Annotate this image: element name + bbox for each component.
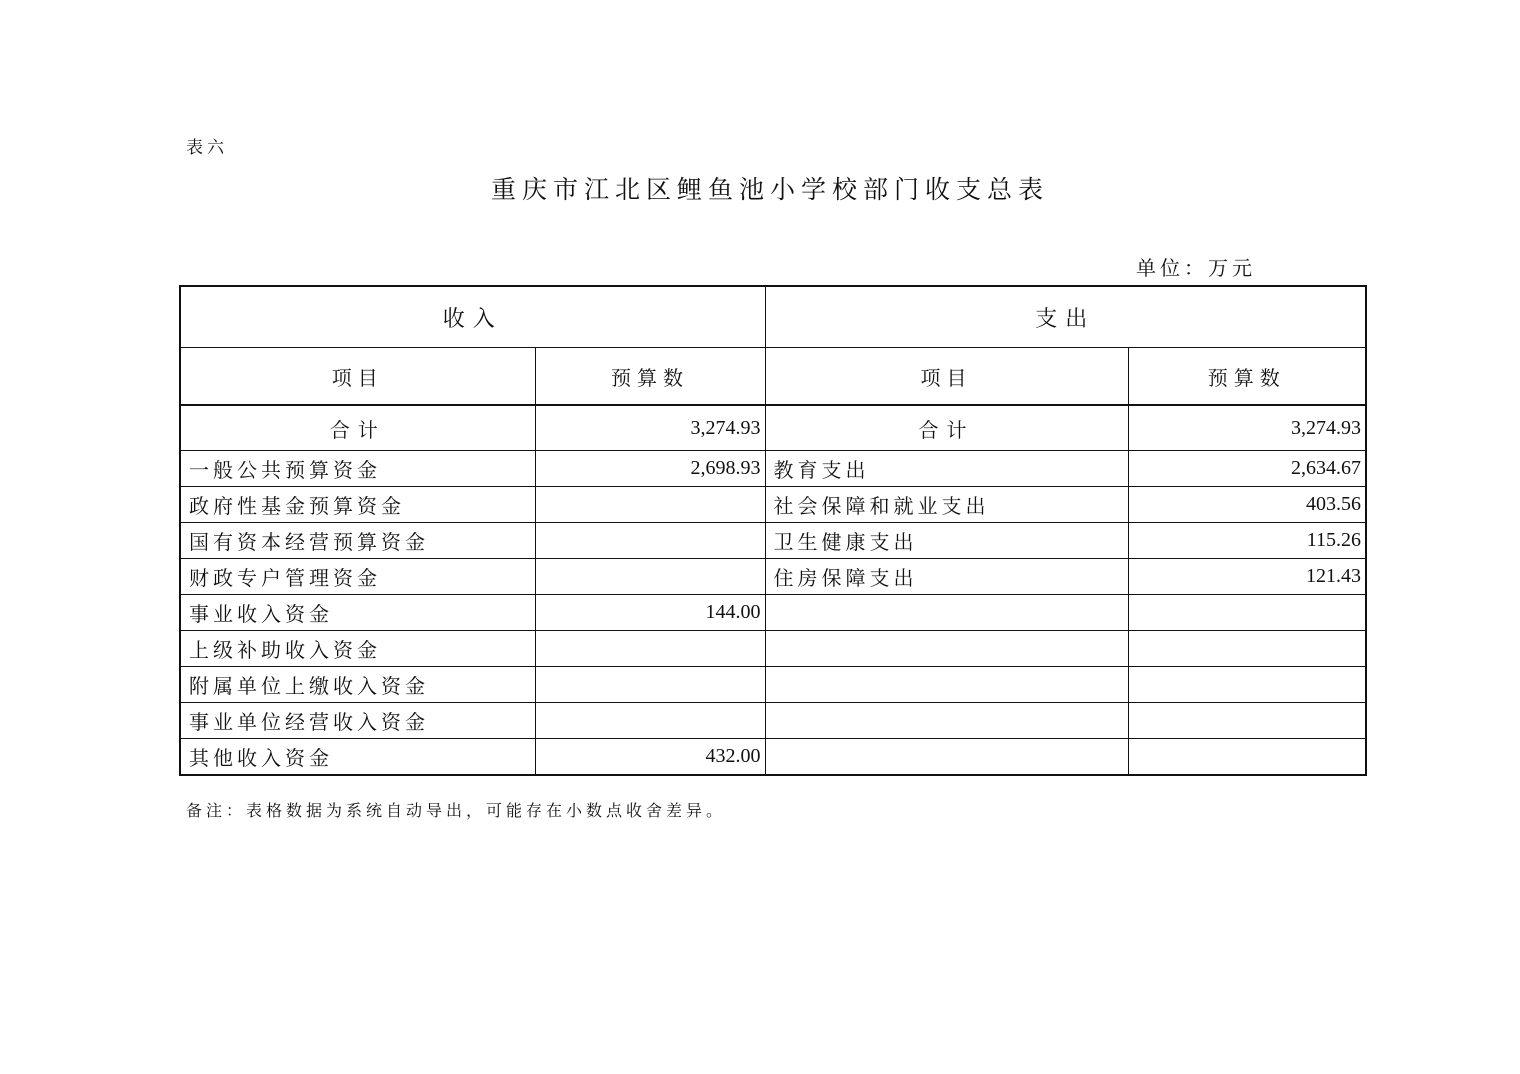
expense-value: 121.43 (1128, 559, 1366, 595)
income-budget-header: 预算数 (535, 348, 765, 406)
expense-item (765, 595, 1128, 631)
expense-item (765, 703, 1128, 739)
unit-label: 单位：万元 (1136, 256, 1256, 280)
expense-budget-header: 预算数 (1128, 348, 1366, 406)
income-value (535, 703, 765, 739)
income-total-label: 合计 (180, 405, 535, 451)
income-value (535, 523, 765, 559)
expense-value (1128, 667, 1366, 703)
income-value: 144.00 (535, 595, 765, 631)
income-value (535, 667, 765, 703)
income-item-header: 项目 (180, 348, 535, 406)
income-item: 其他收入资金 (180, 739, 535, 776)
table-header-row (180, 286, 1366, 348)
income-value: 2,698.93 (535, 451, 765, 487)
income-item: 财政专户管理资金 (180, 559, 535, 595)
table-row (180, 451, 1366, 487)
table-row (180, 487, 1366, 523)
income-total-value: 3,274.93 (535, 405, 765, 451)
page-title: 重庆市江北区鲤鱼池小学校部门收支总表 (490, 175, 1049, 204)
footnote: 备注：表格数据为系统自动导出，可能存在小数点收舍差异。 (186, 801, 727, 820)
expense-value: 2,634.67 (1128, 451, 1366, 487)
table-subheader-row (180, 348, 1366, 406)
expense-value (1128, 739, 1366, 776)
total-row (180, 405, 1366, 451)
income-value (535, 631, 765, 667)
income-value (535, 487, 765, 523)
table-row (180, 559, 1366, 595)
expense-item: 社会保障和就业支出 (765, 487, 1128, 523)
expense-value (1128, 703, 1366, 739)
expense-value (1128, 631, 1366, 667)
table-row (180, 739, 1366, 776)
expense-header: 支出 (765, 286, 1366, 348)
expense-item: 教育支出 (765, 451, 1128, 487)
income-item: 上级补助收入资金 (180, 631, 535, 667)
expense-item (765, 631, 1128, 667)
table-number-label: 表六 (186, 138, 228, 158)
table-row (180, 703, 1366, 739)
expense-value: 115.26 (1128, 523, 1366, 559)
expense-item (765, 667, 1128, 703)
income-item: 一般公共预算资金 (180, 451, 535, 487)
expense-value (1128, 595, 1366, 631)
expense-value: 403.56 (1128, 487, 1366, 523)
income-header: 收入 (180, 286, 765, 348)
table-row (180, 667, 1366, 703)
income-item: 政府性基金预算资金 (180, 487, 535, 523)
budget-summary-table (179, 285, 1367, 776)
expense-item: 卫生健康支出 (765, 523, 1128, 559)
table-row (180, 595, 1366, 631)
income-value: 432.00 (535, 739, 765, 776)
income-item: 附属单位上缴收入资金 (180, 667, 535, 703)
expense-total-value: 3,274.93 (1128, 405, 1366, 451)
income-item: 国有资本经营预算资金 (180, 523, 535, 559)
expense-item: 住房保障支出 (765, 559, 1128, 595)
expense-item-header: 项目 (765, 348, 1128, 406)
table-row (180, 523, 1366, 559)
income-value (535, 559, 765, 595)
expense-total-label: 合计 (765, 405, 1128, 451)
table-row (180, 631, 1366, 667)
income-item: 事业单位经营收入资金 (180, 703, 535, 739)
income-item: 事业收入资金 (180, 595, 535, 631)
expense-item (765, 739, 1128, 776)
